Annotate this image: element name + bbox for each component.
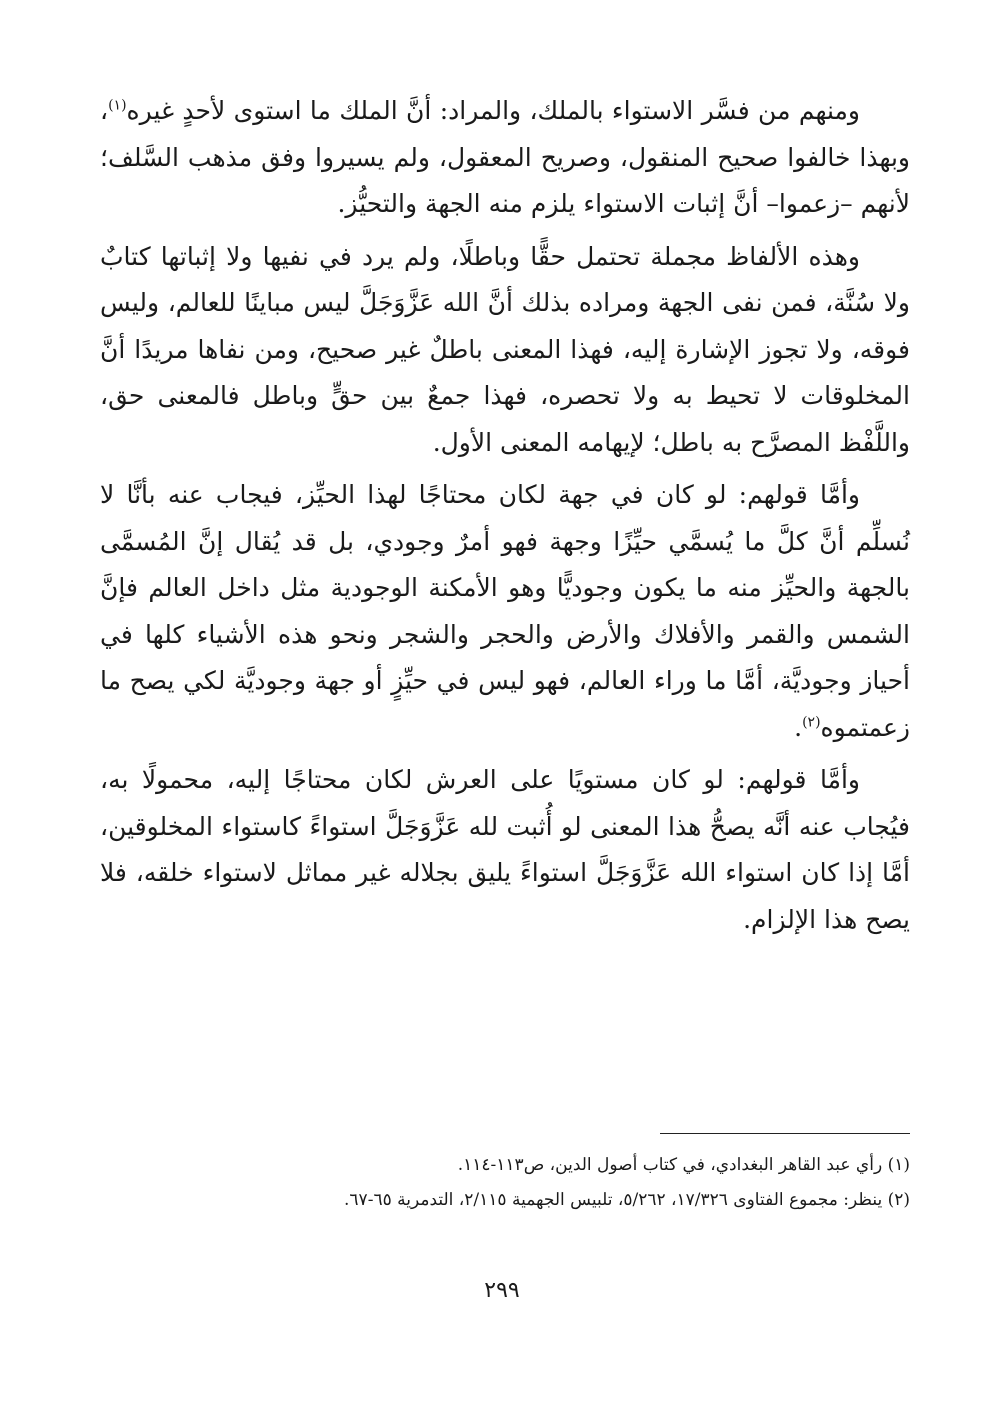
paragraph-2: وهذه الألفاظ مجملة تحتمل حقًّا وباطلًا، ولم يرد في نفيها ولا إثباتها كتابٌ ولا سُنَّة، فمن نفى الجهة ومراده بذلك أنَّ الله عَزَّوَجَلَّ ليس مباينًا للعالم، وليس فوقه، ولا تجوز الإشارة إليه، فهذا المعنى باطلٌ غير صحيح، ومن نفاها مريدًا أنَّ المخلوقات لا تحيط به ولا تحصره، فهذا جمعٌ بين حقٍّ وباطل فالمعنى حق، واللَّفْظ المصرَّح به باطل؛ لإيهامه المعنى الأول. [100,241,910,457]
paragraph-1 [100,88,910,228]
footnote-marker-2[interactable]: (٢) [802,714,821,731]
paragraph-1-text-after: ، وبهذا خالفوا صحيح المنقول، وصريح المعقول، ولم يسيروا وفق مذهب السَّلف؛ لأنهم –زعموا– أنَّ إثبات الاستواء يلزم منه الجهة والتحيُّز. [100,96,910,218]
paragraph-3-text-after: . [794,712,803,742]
footnote-separator [660,1133,910,1134]
paragraph-3 [100,472,910,751]
footnote-2: (٢) ينظر: مجموع الفتاوى ١٧/٣٢٦، ٥/٢٦٢، تلبيس الجهمية ٢/١١٥، التدمرية ٦٥-٦٧. [344,1190,910,1210]
footnote-marker-1[interactable]: (١) [108,97,127,114]
paragraph-1-text-before: ومنهم من فسَّر الاستواء بالملك، والمراد: أنَّ الملك ما استوى لأحدٍ غيره [126,96,860,125]
page-number: ٢٩٩ [484,1278,520,1303]
paragraph-4: وأمَّا قولهم: لو كان مستويًا على العرش لكان محتاجًا إليه، محمولًا به، فيُجاب عنه أنَّه يصحُّ هذا المعنى لو أُثبت لله عَزَّوَجَلَّ استواءً كاستواء المخلوقين، أمَّا إذا كان استواء الله عَزَّوَجَلَّ استواءً يليق بجلاله غير مماثل لاستواء خلقه، فلا يصح هذا الإلزام. [100,765,910,934]
main-text [100,88,910,943]
paragraph-3-text-before: وأمَّا قولهم: لو كان في جهة لكان محتاجًا لهذا الحيِّز، فيجاب عنه بأنَّا لا نُسلِّم أنَّ كلَّ ما يُسمَّي حيِّزًا وجهة فهو أمرٌ وجودي، بل قد يُقال إنَّ المُسمَّى بالجهة والحيِّز منه ما يكون وجوديًّا وهو الأمكنة الوجودية مثل داخل العالم فإنَّ الشمس والقمر والأفلاك والأرض والحجر والشجر ونحو هذه الأشياء كلها في أحياز وجوديَّة، أمَّا ما وراء العالم، فهو ليس في حيِّزٍ أو جهة وجوديَّة لكي يصح ما زعمتموه [100,480,910,742]
footnotes [100,1148,910,1218]
page-body [100,88,910,949]
footnote-1: (١) رأي عبد القاهر البغدادي، في كتاب أصول الدين، ص١١٣-١١٤. [457,1155,910,1175]
